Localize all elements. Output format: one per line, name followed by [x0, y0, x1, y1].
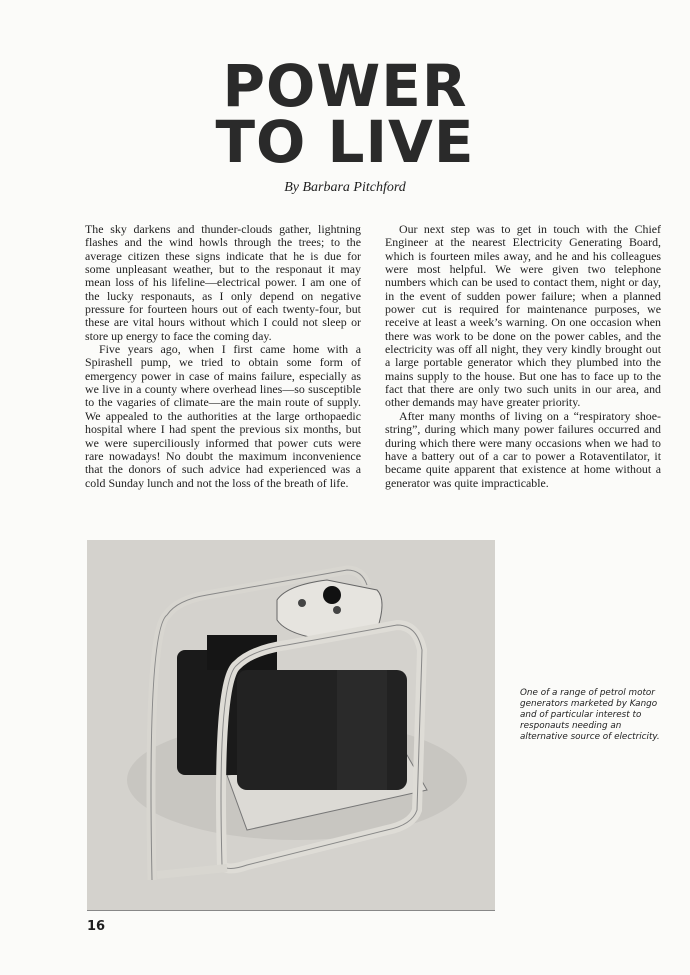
right-column: [385, 223, 661, 490]
paragraph: After many months of living on a “respiratory shoe-string”, during which many power failures occurred and during which there were many occasions when we had to have a battery out of a car to power a Rotaventilator, it became quite apparent that existence at home without a generator was quite impracticable.: [385, 408, 661, 490]
generator-photo: [87, 540, 495, 911]
page-number: 16: [87, 919, 106, 934]
paragraph: Five years ago, when I first came home with a Spirashell pump, we tried to obtain some form of emergency power in case of mains failure, especially as we live in a county where overhead lines—so susceptible to the vagaries of climate—are the main route of supply. We appealed to the authorities at the large orthopaedic hospital where I had spent the previous six months, but we were superciliously informed that power cuts were rare nowadays! No doubt the maximum inconvenience that the donors of such advice had experienced was a cold Sunday lunch and not the loss of the breath of life.: [85, 342, 361, 490]
paragraph: The sky darkens and thunder-clouds gather, lightning flashes and the wind howls through the trees; to the average citizen these signs indicate that he is due for some unpleasant weather, but to the responaut it may mean loss of his lifeline—electrical power. I am one of the lucky responauts, as I only depend on negative pressure for fourteen hours out of each twenty-four, but these are vital hours without which I could not sleep or store up energy to face the coming day.: [85, 222, 361, 343]
left-column: [85, 223, 361, 490]
title-line-2: TO LIVE: [215, 108, 475, 176]
byline: By Barbara Pitchford: [284, 180, 406, 195]
title-line-1: POWER: [222, 52, 468, 120]
generator-illustration: [87, 540, 495, 910]
photo-caption: One of a range of petrol motor generators marketed by Kango and of particular interest to responauts needing an alternative source of electricity.: [520, 688, 660, 742]
paragraph: Our next step was to get in touch with the Chief Engineer at the nearest Electricity Generating Board, which is fourteen miles away, and he and his colleagues were most helpful. We were given two telephone numbers which can be used to contact them, night or day, in the event of sudden power failure; when a planned power cut is required for maintenance purposes, we receive at least a week’s warning. On one occasion when there was work to be done on the power cables, and the electricity was off all night, they very kindly brought out a large portable generator which they plumbed into the mains supply to the house. But one has to face up to the fact that there are only two such units in our area, and other demands may have greater priority.: [385, 222, 661, 410]
